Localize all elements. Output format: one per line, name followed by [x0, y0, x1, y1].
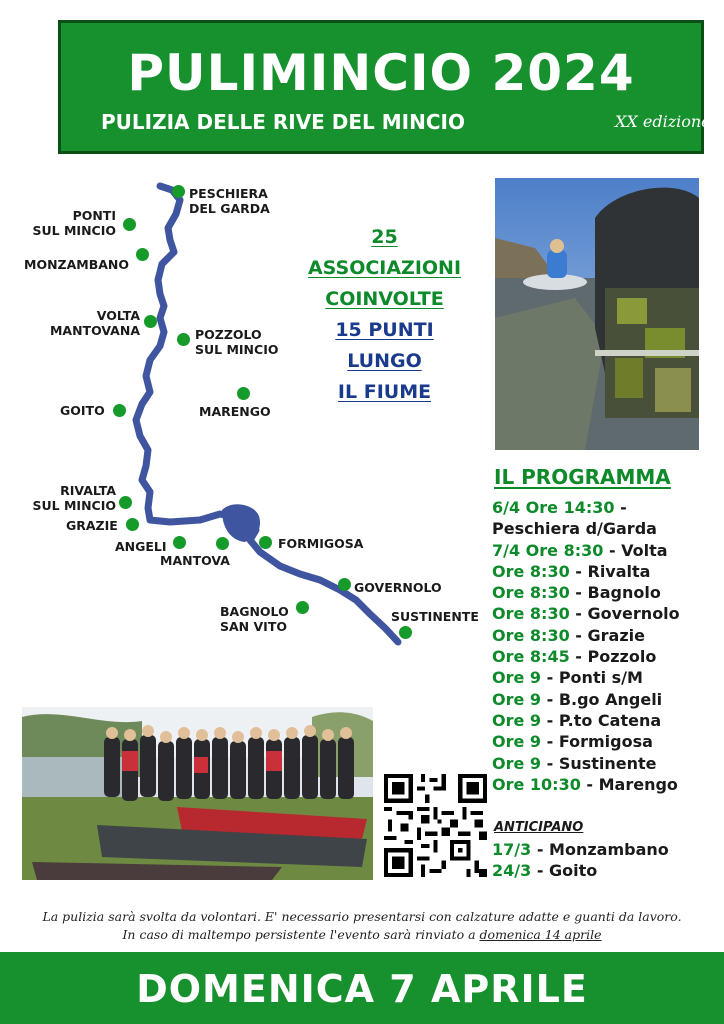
town-label: PESCHIERA DEL GARDA	[189, 186, 270, 216]
event-title: PULIMINCIO 2024	[127, 44, 635, 102]
town-label: VOLTA MANTOVANA	[49, 308, 140, 338]
town-label: ANGELI	[115, 539, 167, 554]
town-label: POZZOLO SUL MINCIO	[195, 327, 279, 357]
map-dot	[136, 248, 149, 261]
map-dot	[237, 387, 250, 400]
program-row: Ore 8:30 - Governolo	[492, 604, 680, 624]
program-row: Ore 9 - B.go Angeli	[492, 689, 663, 709]
map-dot	[216, 537, 229, 550]
map-dot	[296, 601, 309, 614]
points-line: 15 PUNTI	[335, 319, 434, 341]
map-dot	[172, 185, 185, 198]
map-dot	[259, 536, 272, 549]
town-label: MONZAMBANO	[24, 257, 129, 272]
map-dot	[173, 536, 186, 549]
program-row: Ore 8:30 - Bagnolo	[492, 583, 661, 603]
anticipano-row: 24/3 - Goito	[492, 861, 598, 880]
map-dot	[177, 333, 190, 346]
program-row: Ore 8:45 - Pozzolo	[492, 647, 657, 667]
map-dot	[119, 496, 132, 509]
map-dot	[113, 404, 126, 417]
points-line: IL FIUME	[337, 381, 432, 403]
associations-block	[282, 222, 487, 408]
town-label: MARENGO	[199, 404, 271, 419]
map-dot	[338, 578, 351, 591]
town-label: BAGNOLO SAN VITO	[220, 604, 289, 634]
program-row: Ore 9 - Formigosa	[492, 732, 653, 752]
program-row: Ore 8:30 - Rivalta	[492, 561, 651, 581]
program-row: Ore 9 - Ponti s/M	[492, 668, 643, 688]
program-row: Peschiera d/Garda	[492, 519, 657, 539]
qr-code[interactable]	[384, 774, 487, 877]
note-line: La pulizia sarà svolta da volontari. E' necessario presentarsi con calzature adatte e guanti da lavoro.	[42, 909, 682, 924]
town-label: RIVALTA SUL MINCIO	[32, 483, 116, 513]
note-line: In caso di maltempo persistente l'evento sarà rinviato a domenica 14 aprile	[122, 927, 602, 942]
map-dot	[144, 315, 157, 328]
map-dot	[399, 626, 412, 639]
program-title: IL PROGRAMMA	[494, 465, 671, 489]
title-banner	[58, 20, 711, 154]
program-row: Ore 10:30 - Marengo	[492, 774, 678, 794]
anticipano-list	[492, 839, 669, 881]
program-row: Ore 9 - P.to Catena	[492, 710, 662, 730]
program-row: 7/4 Ore 8:30 - Volta	[492, 540, 668, 560]
town-label: FORMIGOSA	[278, 536, 364, 551]
event-subtitle: PULIZIA DELLE RIVE DEL MINCIO	[101, 110, 465, 134]
map-dot	[126, 518, 139, 531]
event-date: DOMENICA 7 APRILE	[136, 967, 588, 1011]
edition-label: XX edizione	[615, 112, 711, 131]
date-banner	[0, 952, 724, 1024]
anticipano-row: 17/3 - Monzambano	[492, 840, 669, 859]
assoc-count: 25	[371, 226, 398, 248]
anticipano-title: ANTICIPANO	[494, 820, 584, 835]
points-line: LUNGO	[347, 350, 422, 372]
kayak-trash-photo	[495, 178, 699, 450]
town-label: GRAZIE	[66, 518, 118, 533]
program-row: Ore 8:30 - Grazie	[492, 625, 645, 645]
town-label: MANTOVA	[160, 553, 230, 568]
town-label: SUSTINENTE	[391, 609, 479, 624]
town-label: GOVERNOLO	[354, 580, 442, 595]
info-note	[0, 908, 724, 944]
program-list	[492, 497, 724, 795]
town-label: PONTI SUL MINCIO	[32, 208, 116, 238]
assoc-line: ASSOCIAZIONI	[307, 257, 462, 279]
assoc-line: COINVOLTE	[325, 288, 444, 310]
town-label: GOITO	[60, 403, 105, 418]
volunteers-group-photo	[22, 707, 373, 880]
map-dot	[123, 218, 136, 231]
program-row: Ore 9 - Sustinente	[492, 753, 657, 773]
postpone-date: domenica 14 aprile	[479, 927, 602, 942]
program-row: 6/4 Ore 14:30 -	[492, 498, 627, 517]
